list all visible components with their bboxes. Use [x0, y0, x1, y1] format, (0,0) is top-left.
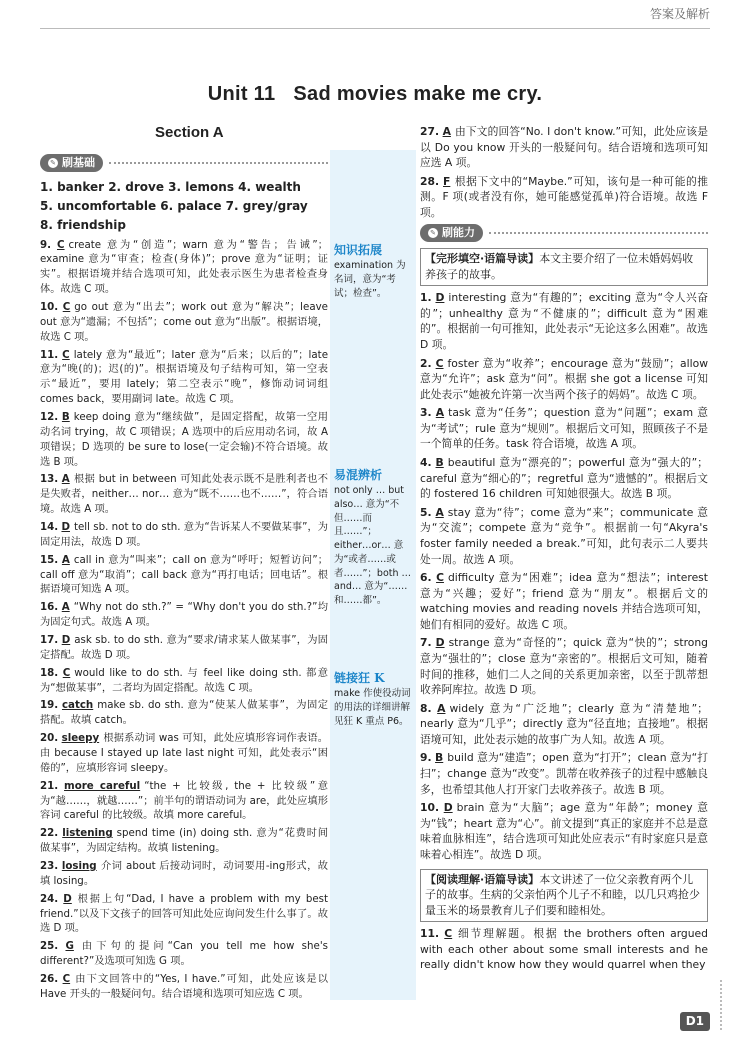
item-explanation: 介词 about 后接动词时，动词要用-ing形式，故填 losing。 [40, 860, 328, 887]
item-key: A [435, 505, 444, 519]
item-explanation: 由下句的提问“Can you tell me how she's different?”及选项可知选 G 项。 [40, 940, 328, 968]
answer-item [420, 505, 708, 567]
guide-tag: 【阅读理解·语篇导读】 [425, 872, 540, 886]
answer-item [40, 238, 328, 297]
band-pill [420, 224, 483, 242]
item-key: C [435, 356, 444, 370]
item-key: listening [62, 827, 113, 840]
item-explanation: interesting 意为“有趣的”；exciting 意为“令人兴奋的”；unhealthy 意为“不健康的”；difficult 意为“困难的”。根据前一句可推知，此处表示“无论这多么困难”。故选 D 项。 [420, 291, 708, 352]
answer-item [40, 633, 328, 663]
item-explanation: make sb. do sth. 意为“使某人做某事”，为固定搭配。故填 catch。 [40, 699, 328, 727]
note-text: not only … but also… 意为“不但……而且……”；either…or… 意为“或者……或者……”；both … and… 意为“……和……都”。 [334, 485, 412, 607]
answer-item [420, 926, 708, 973]
header-line [40, 28, 710, 29]
item-number: 10. [40, 300, 59, 313]
item-number: 1. [420, 291, 432, 305]
item-explanation: “the + 比较级, the + 比较级”意为“越……，就越……”；前半句的谓语动词为 are，此处应填形容词 careful 的比较级。故填 more careful。 [40, 779, 328, 822]
item-number: 2. [420, 356, 432, 370]
item-explanation: strange 意为“奇怪的”；quick 意为“快的”；strong 意为“强壮的”；close 意为“亲密的”。根据后文可知，随着时间的推移，她们二人之间的关系更加亲密，以至于凯蒂想收养阿库拉。故选 D 项。 [420, 636, 708, 697]
item-number: 16. [40, 601, 59, 614]
item-number: 15. [40, 553, 59, 566]
left-column [40, 150, 328, 1005]
left-items [40, 238, 328, 1002]
answer-item [420, 800, 708, 862]
note-text: make 作使役动词的用法的详细讲解见狂 K 重点 P6。 [334, 688, 411, 727]
item-explanation: 由下文的回答“No. I don't know.”可知，此处应该是以 Do you know 开头的一般疑问句。结合语境和选项可知应选 A 项。 [420, 125, 708, 170]
note-text: examination 为名词，意为“考试；检查”。 [334, 260, 406, 299]
item-explanation: keep doing 意为“继续做”，是固定搭配，故第一空用动名词 trying，故 C 项错误；A 选项中的后应用动名词，故 A 项错误；D 选项的 be sure to lose(一定会输)不符合语境。故选 B 项。 [40, 410, 328, 468]
answer-item [40, 731, 328, 776]
item-number: 14. [40, 520, 59, 533]
item-number: 6. [420, 571, 432, 585]
band-label: 刷能力 [442, 226, 475, 240]
band-pill [40, 154, 103, 172]
item-key: D [61, 520, 70, 533]
item-key: C [57, 238, 65, 251]
right-items-top [420, 124, 708, 220]
brush-icon: ✎ [48, 158, 58, 168]
item-number: 21. [40, 779, 59, 792]
answer-item [420, 750, 708, 797]
guide-tag: 【完形填空·语篇导读】 [425, 252, 540, 266]
item-explanation: brain 意为“大脑”；age 意为“年龄”；money 意为“钱”；heart 意为“心”。前文提到“真正的家庭并不总是意味着血脉相连”，结合选项可知此处应表示“有时家庭只是意味着心相连”。故选 D 项。 [420, 801, 708, 861]
answer-item [420, 124, 708, 171]
item-explanation: lately 意为“最近”；later 意为“后来；以后的”；late 意为“晚(的)；迟(的)”。根据语境及句子结构可知，第一空表示“最近”，要用 lately；第二空表示“晚”，修饰动词词组 comes back，要用副词 late。故选 C 项。 [40, 348, 328, 406]
item-key: catch [61, 699, 94, 712]
answer-item [420, 405, 708, 452]
item-key: C [62, 348, 70, 361]
item-explanation: would like to do sth. 与 feel like doing sth. 都意为“想做某事”，二者均为固定搭配。故选 C 项。 [40, 666, 328, 694]
item-number: 28. [420, 174, 440, 188]
answer-item [40, 939, 328, 969]
answer-item [40, 666, 328, 696]
item-number: 9. [420, 751, 432, 765]
item-key: D [443, 801, 453, 815]
answer-item [40, 779, 328, 824]
side-notes [330, 150, 416, 1000]
item-key: C [62, 300, 71, 313]
item-explanation: foster 意为“收养”；encourage 意为“鼓励”；allow 意为“允许”；ask 意为“问”。根据 she got a license 可知此处表示“她被允许第一次当两个孩子的妈妈”。故选 C 项。 [420, 356, 708, 401]
answer-item [40, 698, 328, 728]
item-key: C [436, 571, 444, 585]
item-key: D [435, 291, 445, 305]
item-number: 5. [420, 505, 432, 519]
item-number: 23. [40, 860, 59, 873]
right-items-reading [420, 926, 708, 973]
item-explanation: create 意为“创造”；warn 意为“警告；告诫”；examine 意为“审查；检查(身体)”；prove 意为“证明；证实”。根据语境并结合选项可知，此处表示医生为患者检查身体。故选 C 项。 [40, 238, 328, 296]
right-column [420, 122, 708, 976]
note-knowledge [334, 242, 412, 301]
answer-item [420, 356, 708, 403]
item-explanation: ask sb. to do sth. 意为“要求/请求某人做某事”，为固定搭配。故选 D 项。 [40, 633, 328, 661]
answer-item [40, 300, 328, 345]
item-number: 11. [40, 348, 59, 361]
item-key: A [442, 125, 451, 138]
note-confusables [334, 467, 412, 608]
section-heading: Section A [155, 124, 224, 141]
note-link [334, 670, 412, 729]
item-explanation: build 意为“建造”；open 意为“打开”；clean 意为“打扫”；change 意为“改变”。凯蒂在收养孩子的过程中感触良多，也希望其他人打开家门去收养孩子。故选 B 项。 [420, 751, 708, 796]
answer-item [420, 570, 708, 632]
item-key: losing [61, 860, 97, 873]
unit-title [0, 80, 750, 109]
item-explanation: widely 意为“广泛地”；clearly 意为“清楚地”；nearly 意为“几乎”；directly 意为“径直地；直接地”。根据语境可知，此处表示她的故事广为人知。故选 A 项。 [420, 701, 708, 746]
answer-item [420, 455, 708, 502]
answer-item [420, 635, 708, 697]
brush-icon: ✎ [428, 228, 438, 238]
right-items-cloze [420, 290, 708, 862]
answer-item [420, 701, 708, 748]
item-explanation: 根据系动词 was 可知，此处应填形容词作表语。由 because I stayed up late last night 可知，此处表示“困倦的”，应填形容词 sleepy。 [40, 732, 328, 774]
answer-item [40, 600, 328, 630]
note-heading: 知识拓展 [334, 243, 383, 257]
guide-text: 本文讲述了一位父亲教育两个儿子的故事。生病的父亲怕两个儿子不和睦，以几只鸡抢少量玉米的场景教育儿子们要和睦相处。 [425, 872, 700, 918]
answer-item [40, 472, 328, 517]
band-label: 刷基础 [62, 156, 95, 169]
item-key: A [61, 553, 70, 566]
item-number: 13. [40, 473, 59, 486]
item-explanation: 根据上句“Dad, I have a problem with my best friend.”以及下文孩子的回答可知此处应询问发生什么事了。故选 D 项。 [40, 892, 329, 935]
item-explanation: 细节理解题。根据 the brothers often argued with each other about some small interests and he really didn't know how they would quarrel when they [420, 927, 708, 972]
cloze-guide [420, 248, 708, 286]
answer-item [420, 290, 708, 352]
answer-item [40, 410, 328, 469]
item-number: 12. [40, 410, 59, 423]
item-number: 20. [40, 732, 59, 745]
item-explanation: task 意为“任务”；question 意为“问题”；exam 意为“考试”；rule 意为“规则”。根据后文可知，照顾孩子不是一个简单的任务。task 符合语境，故选 A 项。 [420, 406, 708, 451]
item-explanation: call in 意为“叫来”；call on 意为“呼吁；短暂访问”；call off 意为“取消”；call back 意为“再打电话；回电话”。根据语境可知选 A 项。 [40, 553, 328, 596]
note-heading: 链接狂 K [334, 670, 385, 685]
item-explanation: 根据下文中的“Maybe.”可知，该句是一种可能的推测。F 项(或者没有你，她可能感觉孤单)符合语境。故选 F 项。 [420, 174, 709, 219]
item-number: 4. [420, 456, 432, 470]
item-number: 24. [40, 892, 59, 905]
item-key: B [61, 410, 70, 423]
item-explanation: difficulty 意为“困难”；idea 意为“想法”；interest 意为“兴趣；爱好”；friend 意为“朋友”。根据后文的 watching movies and reading novels 并结合选项可知，她们有相同的爱好。故选 C 项。 [420, 571, 709, 631]
item-key: G [65, 940, 74, 953]
guide-text: 本文主要介绍了一位未婚妈妈收养孩子的故事。 [425, 252, 694, 282]
item-key: D [61, 633, 71, 646]
item-number: 19. [40, 699, 59, 712]
page-number: D1 [680, 1012, 710, 1031]
item-explanation: tell sb. not to do sth. 意为“告诉某人不要做某事”，为固定用法，故选 D 项。 [40, 520, 329, 548]
item-key: C [62, 973, 71, 986]
answer-row: 8. friendship [40, 218, 126, 233]
item-number: 9. [40, 238, 52, 251]
item-key: more careful [64, 779, 141, 792]
answer-item [40, 348, 328, 407]
item-number: 17. [40, 633, 59, 646]
item-key: A [61, 601, 70, 614]
header-right: 答案及解析 [649, 7, 710, 21]
answer-item [40, 892, 328, 937]
item-key: A [437, 701, 446, 715]
item-number: 7. [420, 636, 432, 650]
band-basic [40, 154, 328, 172]
item-explanation: go out 意为“出去”；work out 意为“解决”；leave out 意为“遗漏；不包括”；come out 意为“出版”。根据语境，故选 C 项。 [40, 300, 328, 343]
item-number: 22. [40, 827, 59, 840]
item-explanation: 由下文回答中的“Yes, I have.”可知，此处应该是以 Have 开头的一般疑问句。结合语境和选项可知应选 C 项。 [40, 973, 329, 1000]
band-ability [420, 224, 708, 242]
note-heading: 易混辨析 [334, 467, 383, 482]
answer-row: 1. banker 2. drove 3. lemons 4. wealth [40, 179, 301, 194]
item-number: 27. [420, 125, 440, 138]
item-key: B [435, 751, 444, 765]
item-key: D [63, 892, 72, 905]
answer-row: 5. uncomfortable 6. palace 7. grey/gray [40, 199, 308, 214]
answer-item [420, 174, 708, 221]
item-key: D [435, 636, 445, 650]
item-number: 8. [420, 701, 432, 715]
item-key: A [61, 473, 70, 486]
item-number: 25. [40, 940, 59, 953]
answer-item [40, 859, 328, 889]
item-number: 3. [420, 406, 432, 420]
item-key: C [444, 927, 453, 941]
unit-number: Unit 11 [207, 83, 276, 105]
item-number: 11. [420, 927, 440, 941]
dotted-divider [489, 232, 708, 234]
reading-guide [420, 869, 708, 923]
unit-name: Sad movies make me cry. [293, 83, 543, 105]
answer-item [40, 826, 328, 856]
item-key: F [443, 174, 451, 188]
item-key: sleepy [61, 732, 100, 745]
item-explanation: spend time (in) doing sth. 意为“花费时间做某事”，为固定结构。故填 listening。 [40, 827, 328, 855]
item-key: A [435, 406, 445, 420]
item-explanation: “Why not do sth.?” = “Why don't you do sth.?”均为固定句式。故选 A 项。 [40, 601, 328, 629]
answer-item [40, 520, 328, 550]
item-key: B [435, 456, 444, 470]
answer-item [40, 972, 328, 1002]
item-explanation: stay 意为“待”；come 意为“来”；communicate 意为“交流”；compete 意为“竞争”。根据前一句“Akyra's foster family needed a break.”可知，此句表示二人要共处一周。故选 A 项。 [420, 505, 708, 566]
dotted-divider [109, 162, 328, 164]
answer-item [40, 553, 328, 598]
item-explanation: beautiful 意为“漂亮的”；powerful 意为“强大的”；careful 意为“细心的”；regretful 意为“遗憾的”。根据后文的 fostered 16 children 可知她很强大。故选 B 项。 [420, 456, 708, 501]
item-explanation: 根据 but in between 可知此处表示既不是胜利者也不是失败者，neither… nor… 意为“既不……也不……”，符合语境。故选 A 项。 [40, 473, 328, 516]
item-number: 26. [40, 973, 59, 986]
item-number: 10. [420, 801, 440, 815]
item-key: C [62, 666, 71, 679]
item-number: 18. [40, 666, 59, 679]
